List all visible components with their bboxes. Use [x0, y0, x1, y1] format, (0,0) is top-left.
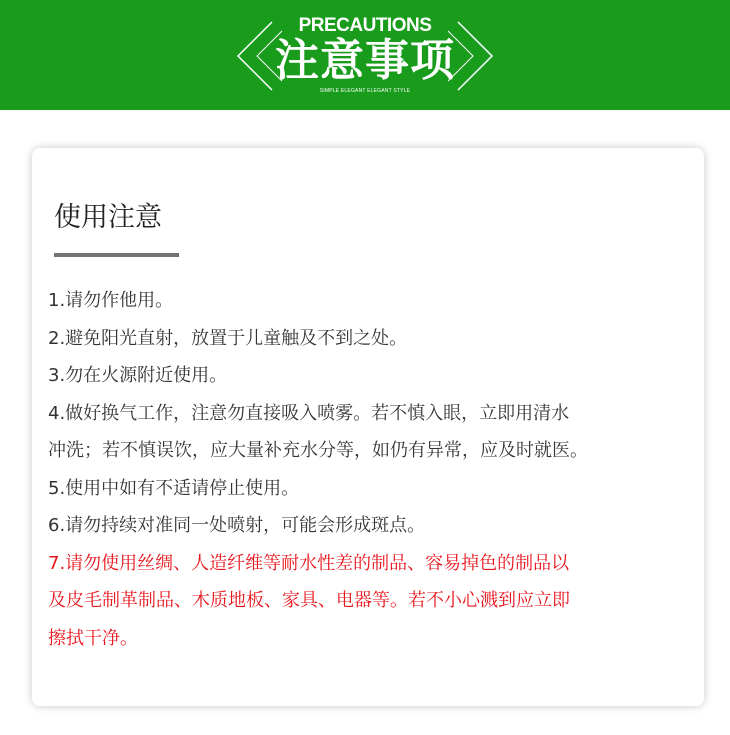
precaution-line: 6.请勿持续对准同一处喷射，可能会形成斑点。 [48, 515, 426, 536]
precaution-line: 3.勿在火源附近使用。 [48, 365, 228, 386]
precaution-line: 冲洗；若不慎误饮，应大量补充水分等，如仍有异常，应及时就医。 [48, 440, 588, 461]
precaution-line: 5.使用中如有不适请停止使用。 [48, 477, 300, 499]
banner-subtitle: SIMPLE ELEGANT ELEGANT STYLE [319, 88, 411, 94]
title-underline [54, 253, 179, 257]
precaution-line: 4.做好换气工作，注意勿直接吸入喷雾。若不慎入眼，立即用清水 [48, 402, 570, 424]
precaution-line: 1.请勿作他用。 [48, 290, 174, 311]
precautions-banner [0, 0, 730, 110]
warning-line: 擦拭干净。 [48, 627, 138, 649]
card-title: 使用注意 [54, 202, 162, 233]
warning-line: 7.请勿使用丝绸、人造纤维等耐水性差的制品、容易掉色的制品以 [48, 552, 570, 574]
banner-title-english: PRECAUTIONS [298, 15, 432, 36]
precaution-line: 2.避免阳光直射，放置于儿童触及不到之处。 [48, 327, 408, 349]
precaution-list [48, 282, 698, 657]
banner-title-chinese: 注意事项 [275, 35, 455, 86]
warning-line: 及皮毛制革制品、木质地板、家具、电器等。若不小心溅到应立即 [48, 590, 570, 611]
usage-notes-card [32, 148, 704, 706]
